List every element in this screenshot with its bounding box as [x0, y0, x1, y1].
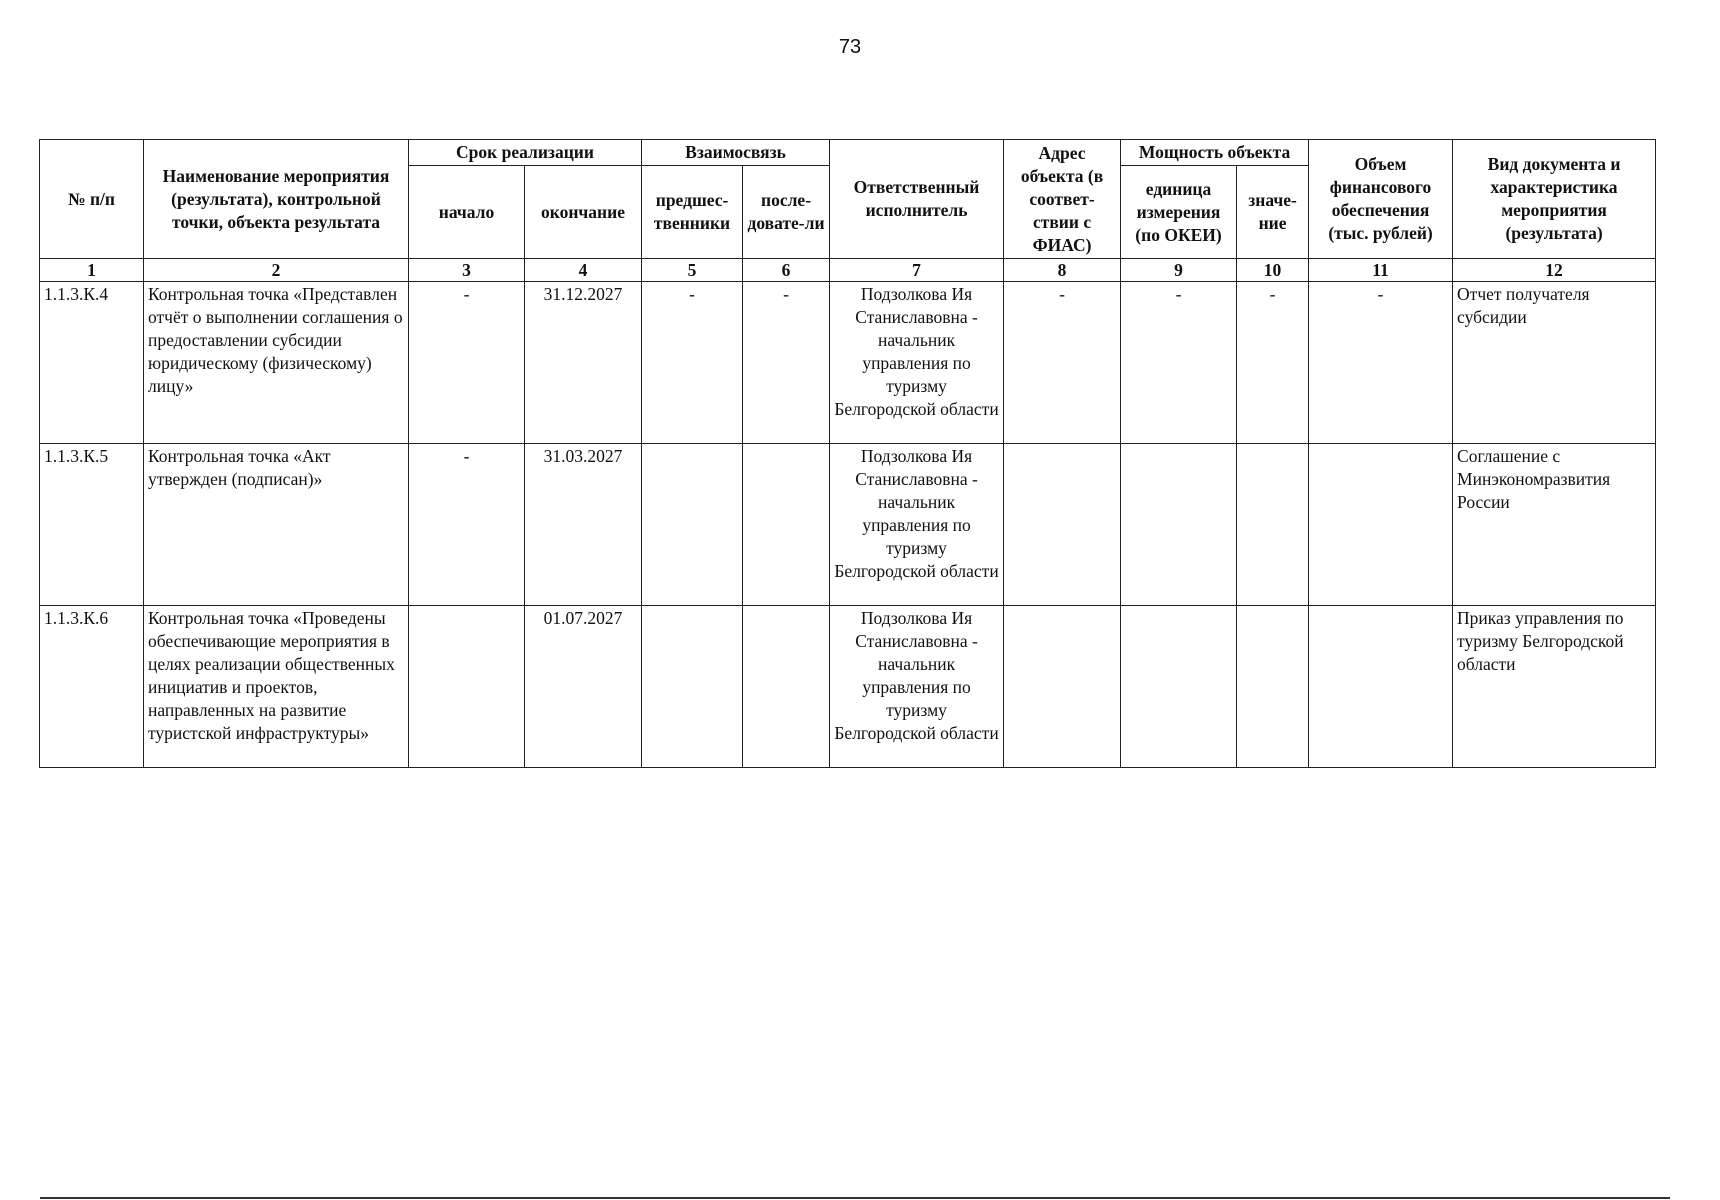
- header-address: Адрес объекта (в соответ-ствии с ФИАС): [1004, 140, 1121, 259]
- row-start: -: [409, 444, 525, 606]
- table-row: [40, 282, 1656, 444]
- column-number: 10: [1237, 259, 1309, 282]
- row-name: Контрольная точка «Акт утвержден (подписан)»: [144, 444, 409, 606]
- table-row: [40, 606, 1656, 768]
- row-responsible: Подзолкова Ия Станиславовна - начальник управления по туризму Белгородской области: [830, 282, 1004, 444]
- row-start: -: [409, 282, 525, 444]
- column-number: 6: [743, 259, 830, 282]
- column-number: 7: [830, 259, 1004, 282]
- row-unit: [1121, 606, 1237, 768]
- row-unit: -: [1121, 282, 1237, 444]
- page-bottom-rule: [40, 1197, 1670, 1199]
- column-number: 8: [1004, 259, 1121, 282]
- row-funding: -: [1309, 282, 1453, 444]
- row-end: 31.12.2027: [525, 282, 642, 444]
- header-relation-group: Взаимосвязь: [642, 140, 830, 166]
- row-responsible: Подзолкова Ия Станиславовна - начальник управления по туризму Белгородской области: [830, 444, 1004, 606]
- header-end: окончание: [525, 166, 642, 259]
- column-number: 12: [1453, 259, 1656, 282]
- row-doc-type: Соглашение с Минэкономразвития России: [1453, 444, 1656, 606]
- row-address: -: [1004, 282, 1121, 444]
- row-successors: -: [743, 282, 830, 444]
- row-predecessors: [642, 606, 743, 768]
- row-doc-type: Отчет получателя субсидии: [1453, 282, 1656, 444]
- row-num: 1.1.3.К.6: [40, 606, 144, 768]
- row-name: Контрольная точка «Проведены обеспечивающие мероприятия в целях реализации общественных инициатив и проектов, направленных на развитие туристской инфраструктуры»: [144, 606, 409, 768]
- row-responsible: Подзолкова Ия Станиславовна - начальник управления по туризму Белгородской области: [830, 606, 1004, 768]
- row-end: 01.07.2027: [525, 606, 642, 768]
- column-number: 9: [1121, 259, 1237, 282]
- row-successors: [743, 606, 830, 768]
- header-start: начало: [409, 166, 525, 259]
- row-num: 1.1.3.К.5: [40, 444, 144, 606]
- row-value: [1237, 444, 1309, 606]
- column-number: 1: [40, 259, 144, 282]
- column-number: 2: [144, 259, 409, 282]
- header-doc-type: Вид документа и характеристика мероприятия (результата): [1453, 140, 1656, 259]
- row-doc-type: Приказ управления по туризму Белгородской области: [1453, 606, 1656, 768]
- table-row: [40, 444, 1656, 606]
- plan-table: [39, 139, 1656, 768]
- column-number: 4: [525, 259, 642, 282]
- header-capacity-group: Мощность объекта: [1121, 140, 1309, 166]
- row-address: [1004, 444, 1121, 606]
- column-number: 5: [642, 259, 743, 282]
- row-successors: [743, 444, 830, 606]
- header-name: Наименование мероприятия (результата), контрольной точки, объекта результата: [144, 140, 409, 259]
- header-unit: единица измерения (по ОКЕИ): [1121, 166, 1237, 259]
- header-funding: Объем финансового обеспечения (тыс. рублей): [1309, 140, 1453, 259]
- header-num: № п/п: [40, 140, 144, 259]
- column-number: 11: [1309, 259, 1453, 282]
- row-end: 31.03.2027: [525, 444, 642, 606]
- table-header: [40, 140, 1656, 282]
- row-num: 1.1.3.К.4: [40, 282, 144, 444]
- row-predecessors: -: [642, 282, 743, 444]
- row-funding: [1309, 606, 1453, 768]
- row-value: -: [1237, 282, 1309, 444]
- header-period-group: Срок реализации: [409, 140, 642, 166]
- row-name: Контрольная точка «Представлен отчёт о выполнении соглашения о предоставлении субсидии юридическому (физическому) лицу»: [144, 282, 409, 444]
- row-start: [409, 606, 525, 768]
- row-address: [1004, 606, 1121, 768]
- page-number: 73: [838, 36, 862, 58]
- row-funding: [1309, 444, 1453, 606]
- row-unit: [1121, 444, 1237, 606]
- row-value: [1237, 606, 1309, 768]
- header-successors: после-довате-ли: [743, 166, 830, 259]
- row-predecessors: [642, 444, 743, 606]
- column-number: 3: [409, 259, 525, 282]
- header-responsible: Ответственный исполнитель: [830, 140, 1004, 259]
- header-value: значе-ние: [1237, 166, 1309, 259]
- header-predecessors: предшес-твенники: [642, 166, 743, 259]
